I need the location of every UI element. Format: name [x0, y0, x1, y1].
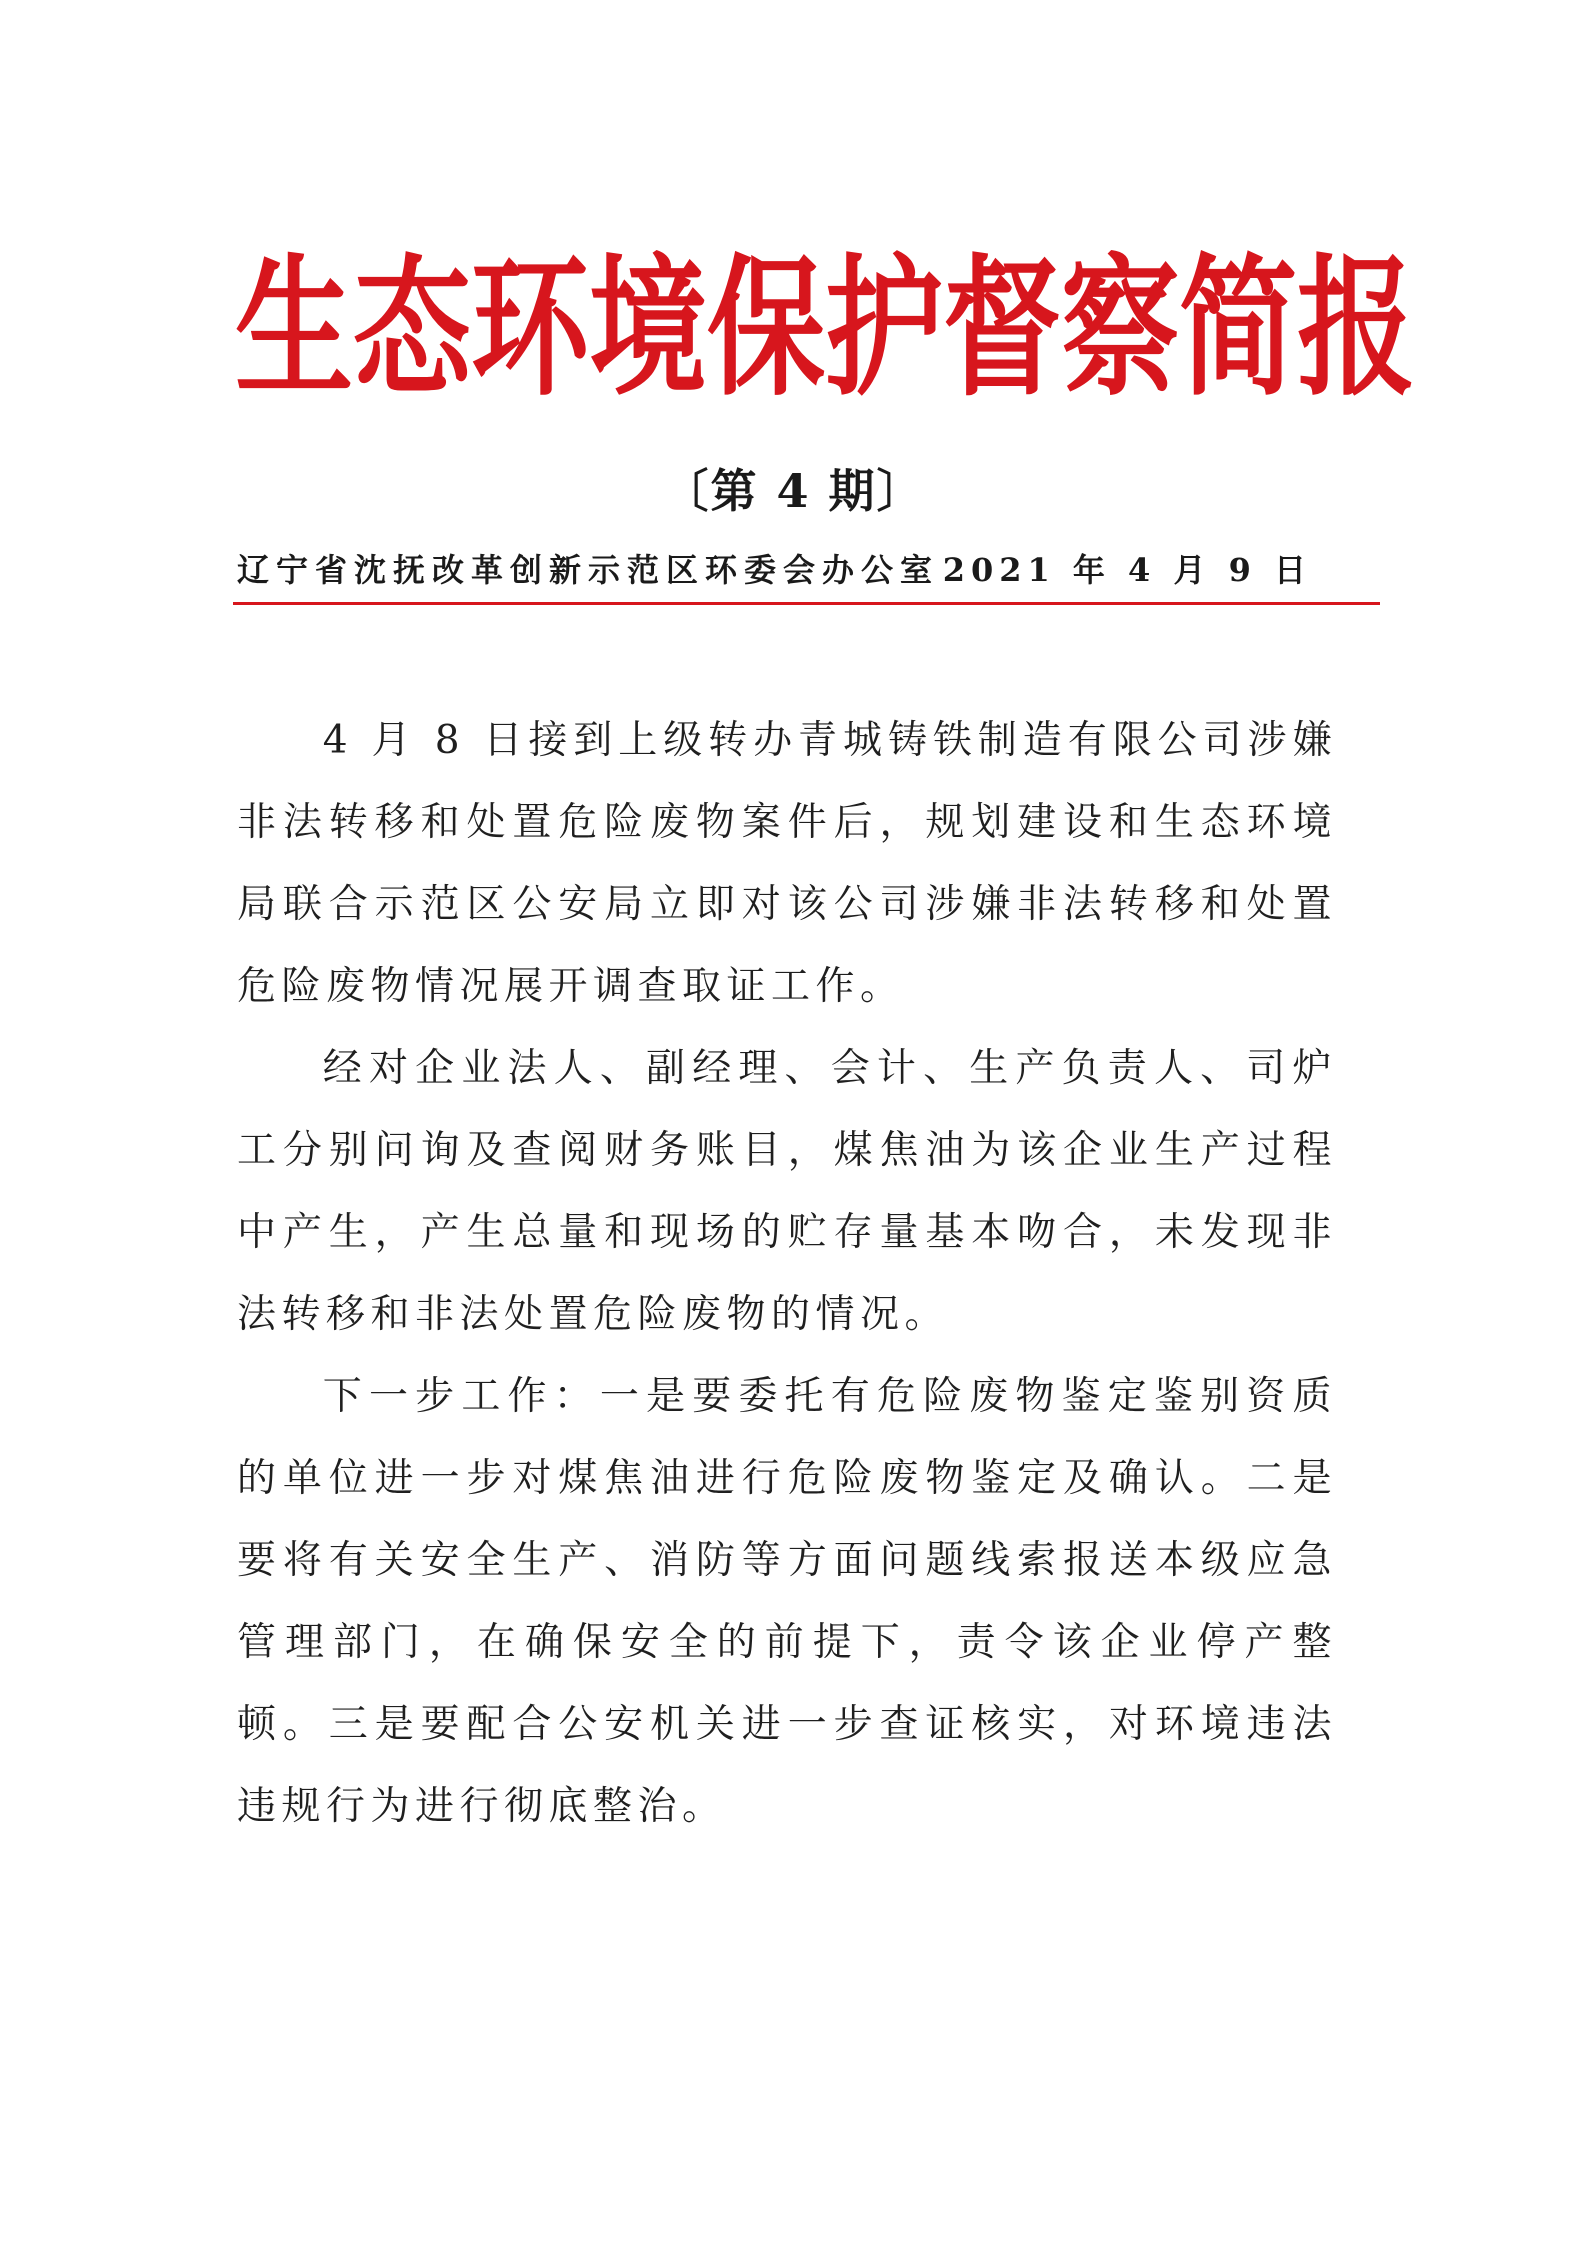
masthead-title-char: 简 [1179, 239, 1298, 416]
issuer-name: 辽宁省沈抚改革创新示范区环委会办公室 [237, 551, 940, 589]
issue-date: 2021 年 4 月 9 日 [942, 551, 1312, 589]
masthead-title-char: 保 [707, 239, 826, 416]
masthead-meta-row [237, 545, 1312, 595]
masthead-title-char: 察 [1061, 239, 1180, 416]
masthead-title-char: 报 [1297, 239, 1416, 416]
masthead-title-char: 护 [825, 239, 944, 416]
body-paragraph: 下一步工作：一是要委托有危险废物鉴定鉴别资质的单位进一步对煤焦油进行危险废物鉴定及确认。二是要将有关安全生产、消防等方面问题线索报送本级应急管理部门，在确保安全的前提下，责令该企业停产整顿。三是要配合公安机关进一步查证核实，对环境违法违规行为进行彻底整治。 [237, 1374, 1337, 1829]
masthead-title-char: 督 [943, 239, 1062, 416]
masthead-title-char: 生 [235, 239, 354, 416]
masthead-title-char: 态 [353, 239, 472, 416]
masthead-divider [233, 602, 1380, 605]
body-paragraph: 4 月 8 日接到上级转办青城铸铁制造有限公司涉嫌非法转移和处置危险废物案件后，规划建设和生态环境局联合示范区公安局立即对该公司涉嫌非法转移和处置危险废物情况展开调查取证工作。 [237, 718, 1337, 1009]
masthead-title [235, 235, 1416, 420]
issue-number: 〔第 4 期〕 [662, 464, 925, 518]
document-body [237, 700, 1337, 1848]
masthead-title-char: 境 [589, 239, 708, 416]
body-paragraph: 经对企业法人、副经理、会计、生产负责人、司炉工分别问询及查阅财务账目，煤焦油为该企业生产过程中产生，产生总量和现场的贮存量基本吻合，未发现非法转移和非法处置危险废物的情况。 [237, 1046, 1337, 1337]
masthead-title-char: 环 [471, 239, 590, 416]
